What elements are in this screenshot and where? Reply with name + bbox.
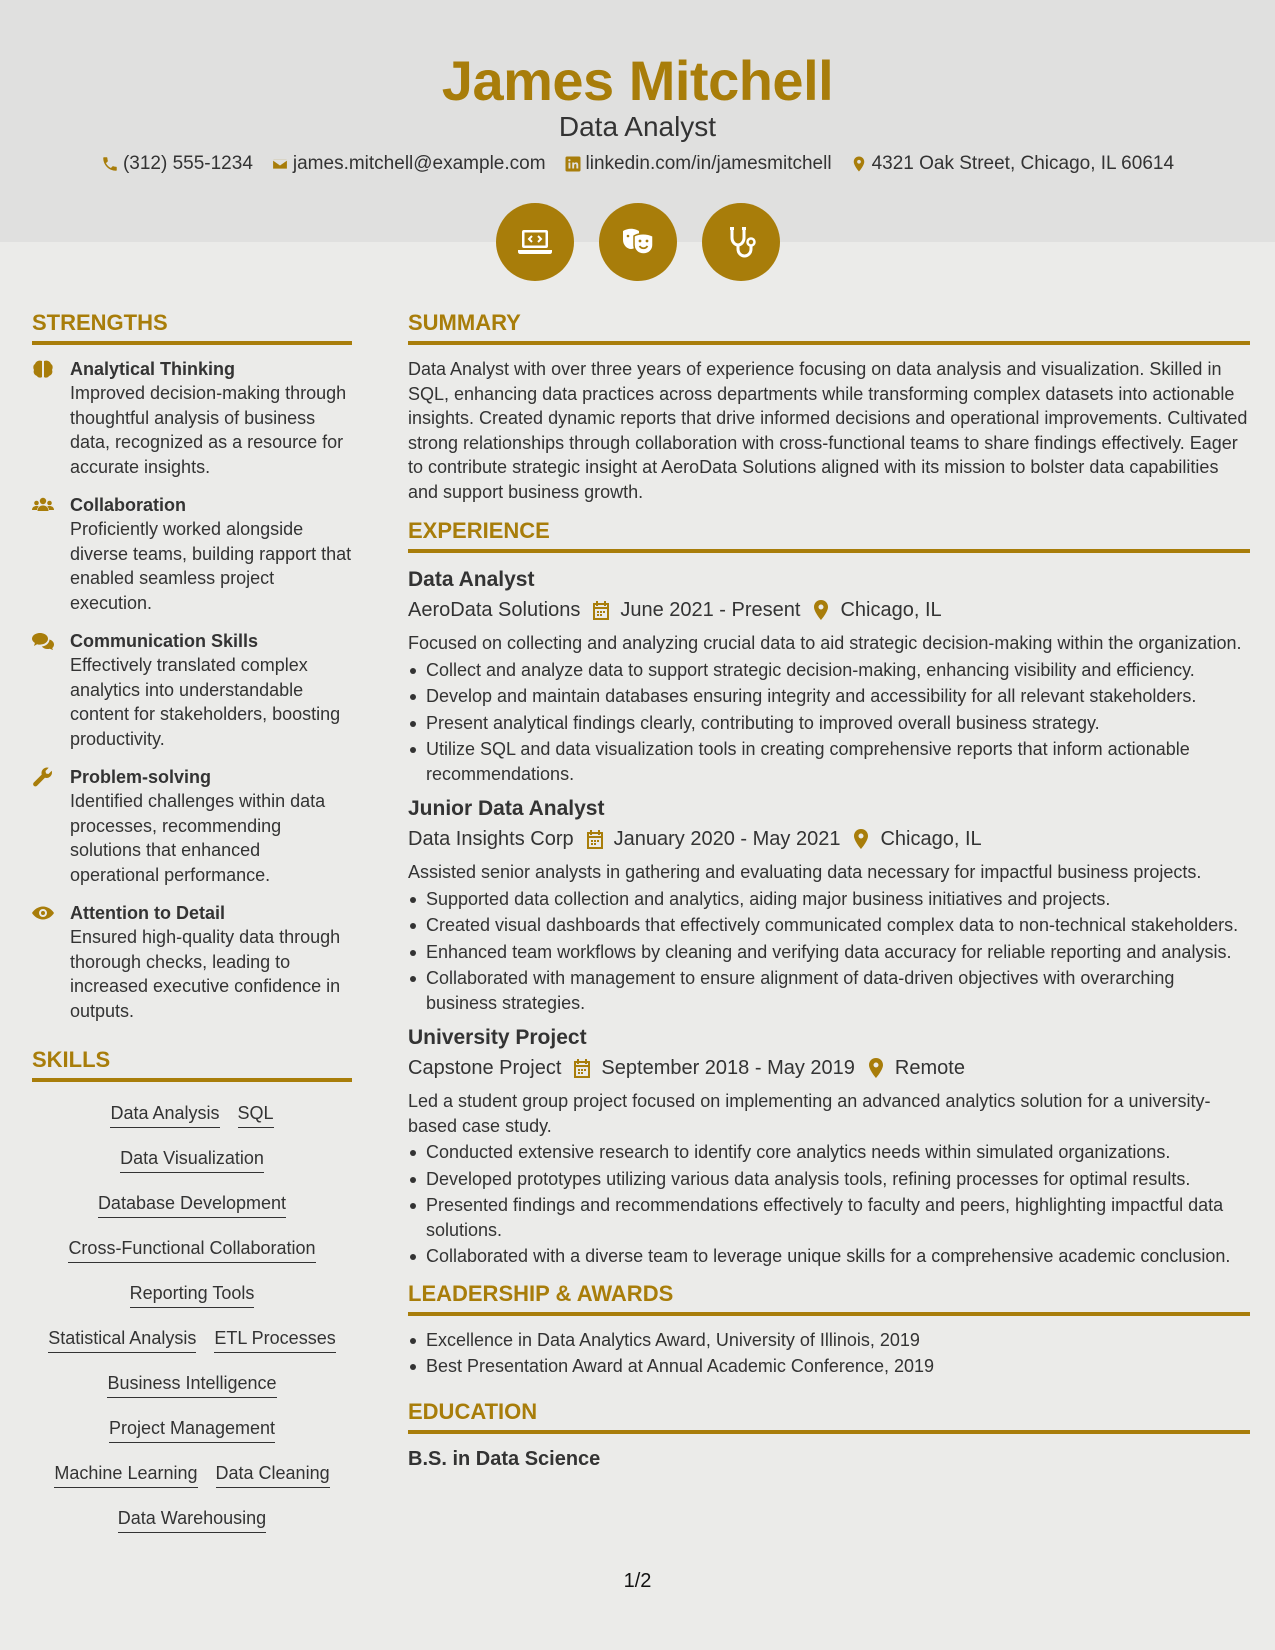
skill-row	[32, 1137, 352, 1182]
strength-title: Attention to Detail	[70, 903, 225, 923]
skill-tag: Data Analysis	[110, 1102, 219, 1128]
strength-item	[32, 765, 352, 887]
strength-desc: Improved decision-making through thoughtful analysis of business data, recognized as a resource for accurate insights.	[70, 383, 347, 477]
envelope-icon	[271, 155, 289, 173]
strength-item	[32, 357, 352, 479]
job-entry	[408, 794, 1250, 1015]
strength-desc: Effectively translated complex analytics into understandable content for stakeholders, boosting productivity.	[70, 655, 341, 749]
awards-title: LEADERSHIP & AWARDS	[408, 1279, 1250, 1316]
strength-desc: Proficiently worked alongside diverse teams, building rapport that enabled seamless project execution.	[70, 519, 352, 613]
job-bullets	[408, 1140, 1250, 1269]
map-pin-icon	[852, 829, 870, 849]
skills-section	[32, 1045, 352, 1542]
skill-tag: ETL Processes	[214, 1327, 335, 1353]
skills-title: SKILLS	[32, 1045, 352, 1082]
bullet-item: Presented findings and recommendations effectively to faculty and peers, highlighting impactful data solutions.	[408, 1193, 1250, 1242]
skill-tag: Business Intelligence	[107, 1372, 276, 1398]
award-item: Excellence in Data Analytics Award, University of Illinois, 2019	[408, 1328, 1250, 1353]
job-dates: September 2018 - May 2019	[601, 1057, 855, 1079]
page-indicator: 1/2	[623, 1570, 652, 1592]
skill-row	[32, 1227, 352, 1272]
linkedin-text: linkedin.com/in/jamesmitchell	[585, 153, 832, 174]
map-pin-icon	[867, 1058, 885, 1078]
summary-text: Data Analyst with over three years of experience focusing on data analysis and visualization. Skilled in SQL, enhancing data practices across departments while transforming complex datasets into actionable insights. Created dynamic reports that drive informed decisions and operational improvements. Cultivated strong relationships through collaboration with cross-functional teams to share findings effectively. Eager to contribute strategic insight at AeroData Solutions aligned with its mission to bolster data capabilities and support business growth.	[408, 359, 1248, 502]
job-title: University Project	[408, 1026, 587, 1049]
contact-address	[850, 151, 1174, 177]
map-pin-icon	[850, 155, 868, 173]
skill-list	[32, 1092, 352, 1542]
strength-item	[32, 493, 352, 615]
job-location: Remote	[894, 1057, 965, 1079]
skill-tag: Machine Learning	[54, 1462, 197, 1488]
job-dates: June 2021 - Present	[620, 599, 801, 621]
contact-phone[interactable]	[101, 151, 253, 177]
contact-linkedin[interactable]	[564, 151, 832, 177]
job-meta	[408, 824, 1250, 854]
job-location: Chicago, IL	[840, 599, 942, 621]
bullet-item: Collaborated with management to ensure alignment of data-driven objectives with overarching business strategies.	[408, 966, 1250, 1015]
job-company: Data Insights Corp	[408, 828, 574, 850]
bullet-item: Present analytical findings clearly, contributing to improved overall business strategy.	[408, 711, 1250, 736]
job-description: Led a student group project focused on implementing an advanced analytics solution for a university-based case study.	[408, 1091, 1211, 1136]
job-dates: January 2020 - May 2021	[613, 828, 841, 850]
skill-tag: SQL	[238, 1102, 274, 1128]
bullet-item: Supported data collection and analytics, aiding major business initiatives and projects.	[408, 887, 1250, 912]
job-bullets	[408, 658, 1250, 787]
stethoscope-badge	[702, 203, 780, 281]
skill-tag: Data Cleaning	[216, 1462, 330, 1488]
skill-tag: Data Visualization	[120, 1147, 264, 1173]
skill-row	[32, 1182, 352, 1227]
job-list	[408, 565, 1250, 1269]
candidate-role: Data Analyst	[558, 111, 717, 142]
laptop-code-icon	[515, 222, 555, 262]
bullet-item: Developed prototypes utilizing various data analysis tools, refining processes for optimal results.	[408, 1167, 1250, 1192]
calendar-icon	[573, 1058, 591, 1078]
job-company: Capstone Project	[408, 1057, 562, 1079]
bullet-item: Enhanced team workflows by cleaning and verifying data accuracy for reliable reporting and analysis.	[408, 940, 1250, 965]
skill-tag: Statistical Analysis	[48, 1327, 196, 1353]
job-description: Focused on collecting and analyzing crucial data to aid strategic decision-making within the organization.	[408, 633, 1242, 653]
job-location: Chicago, IL	[880, 828, 982, 850]
bullet-item: Collect and analyze data to support strategic decision-making, enhancing visibility and efficiency.	[408, 658, 1250, 683]
skill-tag: Database Development	[98, 1192, 286, 1218]
email-text: james.mitchell@example.com	[292, 153, 546, 174]
job-bullets	[408, 887, 1250, 1016]
bullet-item: Conducted extensive research to identify core analytics needs within simulated organizations.	[408, 1140, 1250, 1165]
skill-row	[32, 1362, 352, 1407]
skill-row	[32, 1317, 352, 1362]
strength-item	[32, 629, 352, 751]
stethoscope-icon	[721, 222, 761, 262]
laptop-code-badge	[496, 203, 574, 281]
skill-tag: Cross-Functional Collaboration	[68, 1237, 315, 1263]
wrench-icon	[32, 767, 54, 787]
strength-desc: Identified challenges within data processes, recommending solutions that enhanced operational performance.	[70, 791, 326, 885]
phone-text: (312) 555-1234	[122, 153, 253, 174]
job-description: Assisted senior analysts in gathering and evaluating data necessary for impactful business projects.	[408, 862, 1202, 882]
calendar-icon	[592, 600, 610, 620]
job-company: AeroData Solutions	[408, 599, 581, 621]
skill-row	[32, 1407, 352, 1452]
strength-title: Problem-solving	[70, 767, 212, 787]
skill-tag: Project Management	[109, 1417, 275, 1443]
phone-icon	[101, 155, 119, 173]
summary-title: SUMMARY	[408, 308, 1250, 345]
interest-badges	[0, 203, 1275, 281]
users-icon	[32, 495, 54, 515]
job-entry	[408, 565, 1250, 786]
eye-icon	[32, 903, 54, 923]
education-title: EDUCATION	[408, 1397, 1250, 1434]
address-text: 4321 Oak Street, Chicago, IL 60614	[871, 153, 1175, 174]
degree-title: B.S. in Data Science	[408, 1447, 601, 1470]
skill-tag: Reporting Tools	[130, 1282, 255, 1308]
strength-title: Collaboration	[70, 495, 186, 515]
map-pin-icon	[812, 600, 830, 620]
bullet-item: Created visual dashboards that effectively communicated complex data to non-technical stakeholders.	[408, 913, 1250, 938]
left-column	[32, 308, 352, 1542]
calendar-icon	[586, 829, 604, 849]
skill-row	[32, 1272, 352, 1317]
right-column	[408, 308, 1250, 1472]
strength-title: Analytical Thinking	[70, 359, 236, 379]
job-title: Junior Data Analyst	[408, 797, 605, 820]
job-meta	[408, 595, 1250, 625]
strength-desc: Ensured high-quality data through thorough checks, leading to increased executive confidence in outputs.	[70, 927, 341, 1021]
skill-row	[32, 1092, 352, 1137]
job-title: Data Analyst	[408, 568, 535, 591]
bullet-item: Develop and maintain databases ensuring integrity and accessibility for all relevant stakeholders.	[408, 684, 1250, 709]
contact-email[interactable]	[271, 151, 546, 177]
award-item: Best Presentation Award at Annual Academic Conference, 2019	[408, 1354, 1250, 1379]
skill-row	[32, 1497, 352, 1542]
bullet-item: Collaborated with a diverse team to leverage unique skills for a comprehensive academic conclusion.	[408, 1244, 1250, 1269]
job-entry	[408, 1023, 1250, 1269]
theater-masks-icon	[618, 222, 658, 262]
comments-icon	[32, 631, 54, 651]
awards-list	[408, 1328, 1250, 1379]
strength-title: Communication Skills	[70, 631, 259, 651]
brain-icon	[32, 359, 54, 379]
strengths-title: STRENGTHS	[32, 308, 352, 345]
experience-title: EXPERIENCE	[408, 516, 1250, 553]
bullet-item: Utilize SQL and data visualization tools in creating comprehensive reports that inform actionable recommendations.	[408, 737, 1250, 786]
linkedin-icon	[564, 155, 582, 173]
theater-masks-badge	[599, 203, 677, 281]
contact-bar	[0, 151, 1275, 177]
skill-row	[32, 1452, 352, 1497]
candidate-name: James Mitchell	[441, 49, 834, 112]
strength-item	[32, 901, 352, 1023]
skill-tag: Data Warehousing	[118, 1507, 266, 1533]
job-meta	[408, 1053, 1250, 1083]
